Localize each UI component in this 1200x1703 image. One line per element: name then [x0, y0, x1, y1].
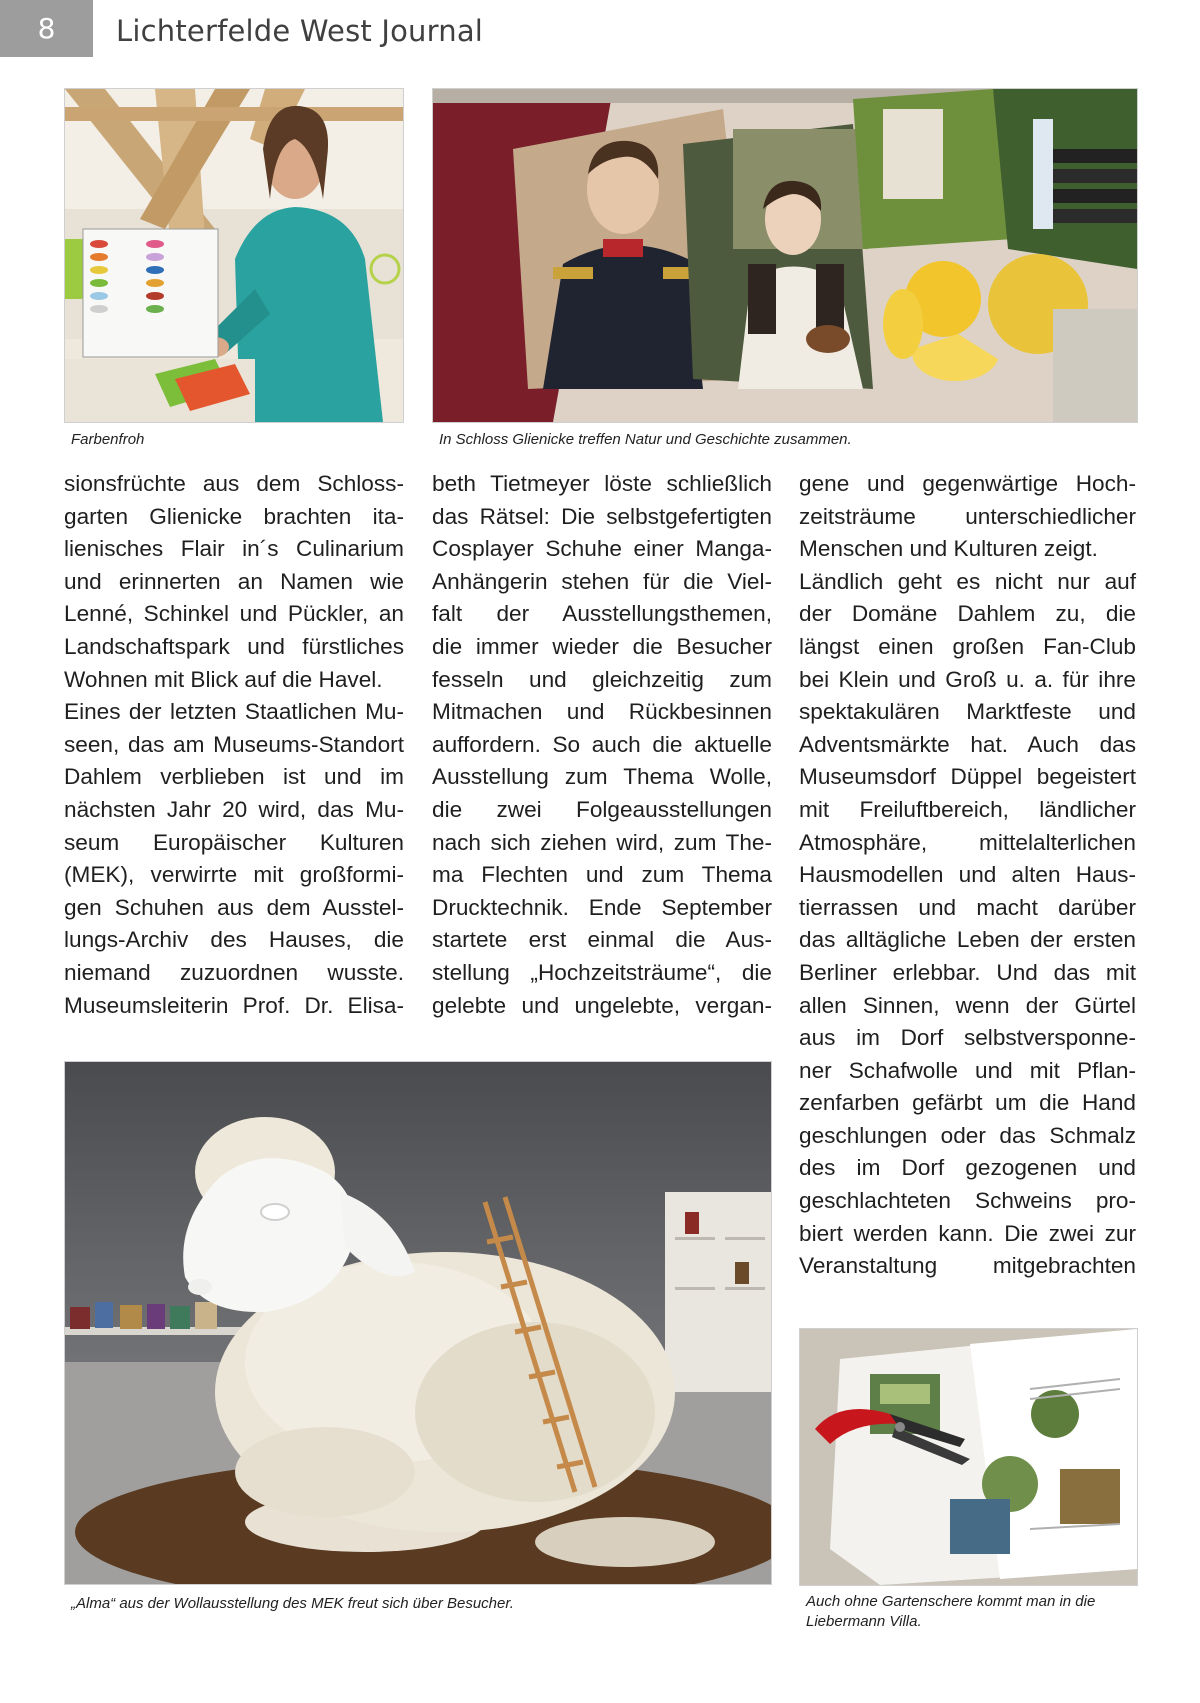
- text-line: lienisches Flair in´s Culinarium: [64, 536, 404, 562]
- text-line: nächsten Jahr 20 wird, das Mu-: [64, 796, 404, 822]
- text-line: Hausmodellen und alten Haus-: [799, 862, 1136, 888]
- text-line: auffordern. So auch die aktuelle: [432, 731, 772, 757]
- journal-title: Lichterfelde West Journal: [116, 14, 484, 48]
- caption-farbenfroh: Farbenfroh: [71, 431, 145, 448]
- text-line: ner Schafwolle und mit Pflan-: [799, 1057, 1136, 1083]
- woman-color-chart-photo: [64, 88, 404, 423]
- sheep-alma-photo: [64, 1061, 772, 1585]
- text-line: lungs-Archiv des Hauses, die: [64, 927, 404, 953]
- text-line: stellung „Hochzeitsträume“, die: [432, 959, 772, 985]
- text-line: Museumsdorf Düppel begeistert: [799, 764, 1136, 790]
- sheep-illustration: [65, 1062, 771, 1584]
- text-line: Eines der letzten Staatlichen Mu-: [64, 699, 404, 725]
- text-line: zenfarben gefärbt um die Hand: [799, 1090, 1136, 1116]
- text-line: bei Klein und Groß u. a. für ihre: [799, 666, 1136, 692]
- text-line: ma Flechten und zum Thema: [432, 862, 772, 888]
- text-line: seum Europäischer Kulturen: [64, 829, 404, 855]
- text-line: falt der Ausstellungsthemen,: [432, 601, 772, 627]
- text-line: Adventsmärkte hat. Auch das: [799, 731, 1136, 757]
- portraits-illustration: [433, 89, 1137, 422]
- text-line: Veranstaltung mitgebrachten: [799, 1253, 1136, 1279]
- text-line: Berliner erlebbar. Und das mit: [799, 959, 1136, 985]
- text-line: allen Sinnen, wenn der Gürtel: [799, 992, 1136, 1018]
- text-line: spektakulären Marktfeste und: [799, 699, 1136, 725]
- text-line: Ausstellung zum Thema Wolle,: [432, 764, 772, 790]
- text-line: zeitsträume unterschiedlicher: [799, 503, 1136, 529]
- text-line: garten Glienicke brachten ita-: [64, 503, 404, 529]
- text-line: mit Freiluftbereich, ländlicher: [799, 796, 1136, 822]
- text-line: Museumsleiterin Prof. Dr. Elisa-: [64, 992, 404, 1018]
- text-line: startete erst einmal die Aus-: [432, 927, 772, 953]
- text-line: gene und gegenwärtige Hoch-: [799, 471, 1136, 496]
- text-line: beth Tietmeyer löste schließlich: [432, 471, 772, 496]
- text-line: geschlachteten Schweins pro-: [799, 1188, 1136, 1214]
- text-line: die immer wieder die Besucher: [432, 633, 772, 659]
- text-line: niemand zuzuordnen wusste.: [64, 959, 404, 985]
- glienicke-portraits-photo: [432, 88, 1138, 423]
- text-line: (MEK), verwirrte mit großformi-: [64, 862, 404, 888]
- text-line: Lenné, Schinkel und Pückler, an: [64, 601, 404, 627]
- text-line: Drucktechnik. Ende September: [432, 894, 772, 920]
- text-line: seen, das am Museums-Standort: [64, 731, 404, 757]
- text-line: Anhängerin stehen für die Viel-: [432, 568, 772, 594]
- caption-liebermann-text: Auch ohne Gartenschere kommt man in die Liebermann Villa.: [806, 1593, 1096, 1630]
- text-line: längst einen großen Fan-Club: [799, 633, 1136, 659]
- text-line: Atmosphäre, mittelalterlichen: [799, 829, 1136, 855]
- text-line: nach sich ziehen wird, zum The-: [432, 829, 772, 855]
- caption-glienicke: In Schloss Glienicke treffen Natur und Geschichte zusammen.: [439, 431, 852, 448]
- text-line: Landschaftspark und fürstliches: [64, 633, 404, 659]
- text-line: gen Schuhen aus dem Ausstel-: [64, 894, 404, 920]
- text-line: das Rätsel: Die selbstgefertigten: [432, 503, 772, 529]
- text-line: Ländlich geht es nicht nur auf: [799, 568, 1136, 594]
- text-line: und erinnerten an Namen wie: [64, 568, 404, 594]
- text-line: der Domäne Dahlem zu, die: [799, 601, 1136, 627]
- text-line: Wohnen mit Blick auf die Havel.: [64, 666, 383, 692]
- text-line: sionsfrüchte aus dem Schloss-: [64, 471, 404, 496]
- page-number: 8: [0, 0, 93, 57]
- text-line: das alltägliche Leben der ersten: [799, 927, 1136, 953]
- caption-liebermann: [806, 1592, 1136, 1632]
- shears-illustration: [800, 1329, 1137, 1585]
- text-line: aus im Dorf selbstversponne-: [799, 1025, 1136, 1051]
- text-line: biert werden kann. Die zwei zur: [799, 1220, 1136, 1246]
- text-line: gelebte und ungelebte, vergan-: [432, 992, 772, 1018]
- woman-color-chart-illustration: [65, 89, 403, 422]
- text-line: fesseln und gleichzeitig zum: [432, 666, 772, 692]
- page-header: [0, 0, 1200, 75]
- text-line: Cosplayer Schuhe einer Manga-: [432, 536, 772, 562]
- text-line: des im Dorf gezogenen und: [799, 1155, 1136, 1181]
- text-line: geschlungen oder das Schmalz: [799, 1122, 1136, 1148]
- garden-shears-brochure-photo: [799, 1328, 1138, 1586]
- text-line: Menschen und Kulturen zeigt.: [799, 536, 1098, 562]
- text-column-3: [799, 468, 1136, 1283]
- text-line: die zwei Folgeausstellungen: [432, 796, 772, 822]
- text-column-2: [432, 468, 772, 1022]
- text-column-1: [64, 468, 404, 1022]
- caption-alma: „Alma“ aus der Wollausstellung des MEK freut sich über Besucher.: [71, 1595, 514, 1612]
- text-line: Mitmachen und Rückbesinnen: [432, 699, 772, 725]
- text-line: Dahlem verblieben ist und im: [64, 764, 404, 790]
- text-line: tierrassen und macht darüber: [799, 894, 1136, 920]
